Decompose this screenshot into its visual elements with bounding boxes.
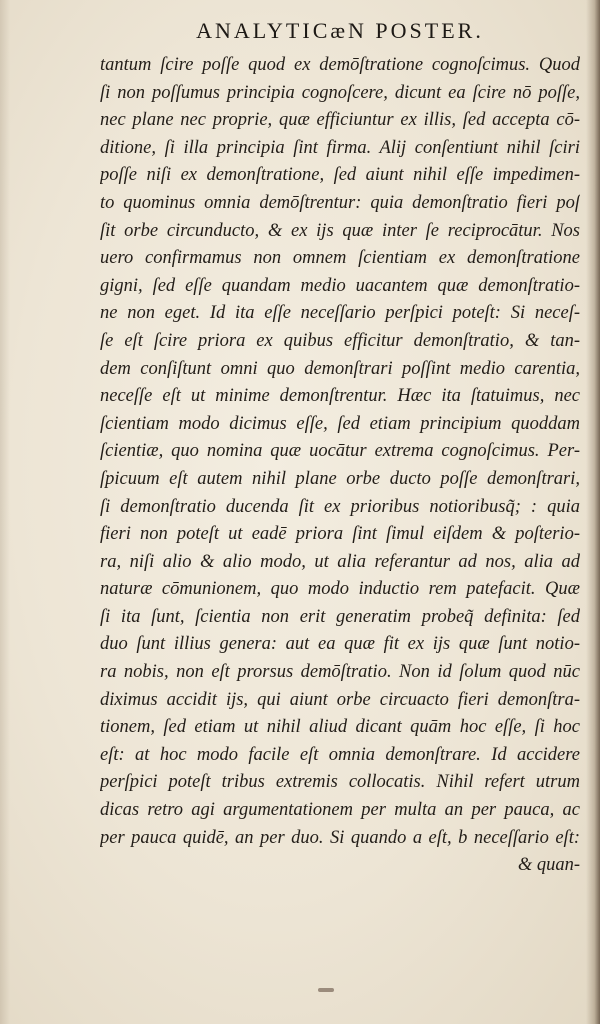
text-line: ſe eſt ſcire priora ex quibus efficitur demonſtratio, & tan- [100, 330, 580, 351]
text-line: ſi non poſſumus principia cognoſcere, dicunt ea ſcire nō poſſe, [100, 82, 580, 103]
text-line: to quominus omnia demōſtrentur: quia demonſtratio fieri poſ [100, 192, 580, 213]
text-line: nec plane nec proprie, quæ efficiuntur ex illis, ſed accepta cō- [100, 110, 580, 131]
text-line: ditione, ſi illa principia ſint firma. Alij conſentiunt nihil ſciri [100, 137, 580, 158]
text-line: ſcientiæ, quo nomina quæ uocātur extrema cognoſcimus. Per- [100, 441, 580, 462]
ink-smudge [318, 988, 334, 992]
text-line: ſi ita ſunt, ſcientia non erit generatim probeq̃ definita: ſed [100, 606, 580, 627]
text-line: perſpici poteſt tribus extremis collocatis. Nihil refert utrum [100, 772, 580, 793]
text-line: ſpicuum eſt autem nihil plane orbe ducto poſſe demonſtrari, [100, 468, 580, 489]
text-line: ra, niſi alio & alio modo, ut alia referantur ad nos, alia ad [100, 551, 580, 572]
text-line: neceſſe eſt ut minime demonſtrentur. Hæc ita ſtatuimus, nec [100, 386, 580, 407]
body-text [100, 52, 580, 880]
text-line: eſt: at hoc modo facile eſt omnia demonſtrare. Id accidere [100, 744, 580, 765]
text-line: gigni, ſed eſſe quandam medio uacantem quæ demonſtratio- [100, 275, 580, 296]
text-line: ne non eget. Id ita eſſe neceſſario perſpici poteſt: Si neceſ- [100, 303, 580, 324]
page-gutter-shadow [0, 0, 10, 1024]
running-head: ANALYTICæN POSTER. [196, 18, 484, 43]
text-line: ſcientiam modo dicimus eſſe, ſed etiam principium quoddam [100, 413, 580, 434]
text-line: uero confirmamus non omnem ſcientiam ex demonſtratione [100, 248, 580, 269]
text-line: fieri non poteſt ut eadē priora ſint ſimul eiſdem & poſterio- [100, 524, 580, 545]
catchword: & quan- [517, 855, 580, 876]
text-line: naturæ cōmunionem, quo modo inductio rem patefacit. Quæ [100, 579, 580, 600]
text-line: dem conſiſtunt omni quo demonſtrari poſſint medio carentia, [100, 358, 580, 379]
text-line: poſſe niſi ex demonſtratione, ſed aiunt nihil eſſe impedimen- [100, 165, 580, 186]
page-edge-shadow [586, 0, 600, 1024]
text-line: dicas retro agi argumentationem per multa an per pauca, ac [100, 800, 580, 821]
text-line: ſi demonſtratio ducenda ſit ex prioribus notioribusq̃; : quia [100, 496, 580, 517]
text-line: tantum ſcire poſſe quod ex demōſtratione cognoſcimus. Quod [100, 55, 580, 75]
text-line: tionem, ſed etiam ut nihil aliud dicant quām hoc eſſe, ſi hoc [100, 717, 580, 738]
text-line: diximus accidit ijs, qui aiunt orbe circuacto fieri demonſtra- [100, 689, 580, 710]
text-line: ſit orbe circunducto, & ex ijs quæ inter ſe reciprocātur. Nos [100, 220, 580, 241]
text-line: duo ſunt illius genera: aut ea quæ fit ex ijs quæ ſunt notio- [100, 634, 580, 655]
text-line: per pauca quidē, an per duo. Si quando a eſt, b neceſſario eſt: [100, 827, 580, 848]
text-line: ra nobis, non eſt prorsus demōſtratio. Non id ſolum quod nūc [100, 662, 580, 683]
